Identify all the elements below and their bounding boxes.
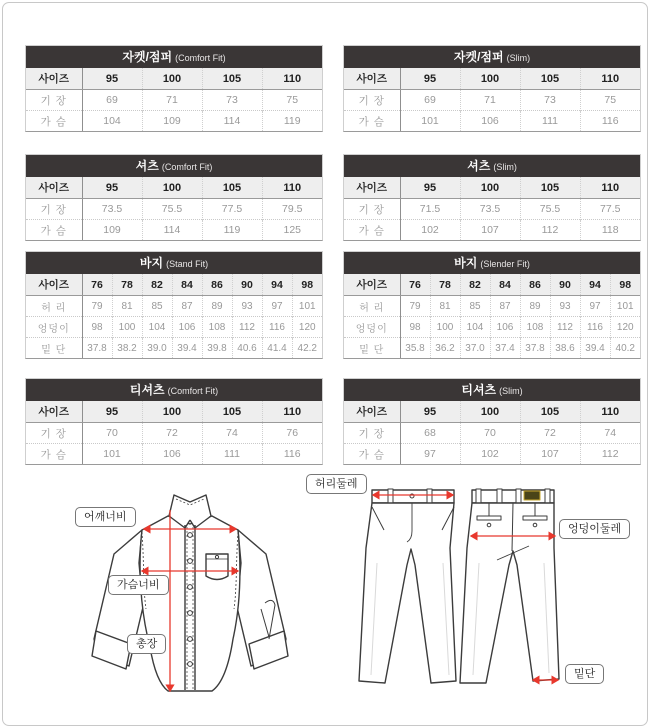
waist-tag: 허리둘레 <box>306 474 367 494</box>
measurement-value: 71.5 <box>400 199 460 220</box>
measurement-value: 81 <box>430 296 460 317</box>
measurement-value: 112 <box>520 220 580 241</box>
size-value: 100 <box>142 68 202 90</box>
measurement-value: 70 <box>82 423 142 444</box>
measurement-value: 85 <box>142 296 172 317</box>
measurement-value: 75.5 <box>520 199 580 220</box>
size-value: 95 <box>82 401 142 423</box>
size-value: 78 <box>430 274 460 296</box>
measurement-value: 118 <box>580 220 640 241</box>
measurement-value: 108 <box>202 317 232 338</box>
table-fit-label: (Comfort Fit) <box>161 162 213 172</box>
measurement-value: 38.6 <box>550 338 580 359</box>
measurement-value: 77.5 <box>202 199 262 220</box>
measurement-value: 89 <box>520 296 550 317</box>
table-title: 셔츠 <box>467 159 491 173</box>
measurement-value: 112 <box>580 444 640 465</box>
measurement-value: 42.2 <box>292 338 322 359</box>
measurement-value: 69 <box>82 90 142 111</box>
measurement-value: 98 <box>400 317 430 338</box>
measurement-value: 75.5 <box>142 199 202 220</box>
table-title: 자켓/점퍼 <box>453 50 504 64</box>
measurement-value: 102 <box>460 444 520 465</box>
measurement-label: 기 장 <box>344 199 400 220</box>
measurement-value: 74 <box>202 423 262 444</box>
table-fit-label: (Comfort Fit) <box>175 53 226 63</box>
shoulder-width-tag: 어깨너비 <box>75 507 136 527</box>
size-value: 95 <box>400 401 460 423</box>
table-fit-label: (Stand Fit) <box>166 259 209 269</box>
shirt-collar <box>169 495 211 516</box>
measurement-value: 68 <box>400 423 460 444</box>
size-value: 105 <box>202 177 262 199</box>
table-title-bar <box>344 252 640 274</box>
table-title: 자켓/점퍼 <box>122 50 173 64</box>
measurement-value: 39.4 <box>172 338 202 359</box>
size-value: 84 <box>490 274 520 296</box>
table-row-group <box>25 251 641 359</box>
size-header-row <box>344 177 640 199</box>
measurement-value: 71 <box>142 90 202 111</box>
size-data-table <box>344 274 640 358</box>
measurement-label: 기 장 <box>344 423 400 444</box>
measurement-value: 40.6 <box>232 338 262 359</box>
size-value: 100 <box>460 401 520 423</box>
hem-tag: 밑단 <box>565 664 604 684</box>
measurement-value: 107 <box>520 444 580 465</box>
measurement-value: 101 <box>610 296 640 317</box>
size-header-row <box>344 274 640 296</box>
size-value: 100 <box>460 68 520 90</box>
measurement-value: 36.2 <box>430 338 460 359</box>
size-value: 105 <box>520 401 580 423</box>
table-fit-label: (Slender Fit) <box>480 259 530 269</box>
measurement-value: 106 <box>142 444 202 465</box>
measurement-value: 79 <box>400 296 430 317</box>
pants-front-legs <box>359 503 456 683</box>
pants-back-brand-patch <box>524 491 540 500</box>
size-header-label: 사이즈 <box>344 68 400 90</box>
measurement-value: 100 <box>430 317 460 338</box>
measurement-value: 72 <box>520 423 580 444</box>
size-value: 100 <box>460 177 520 199</box>
measurement-label: 엉덩이 <box>344 317 400 338</box>
table-row-group <box>25 45 641 132</box>
size-value: 94 <box>580 274 610 296</box>
measurement-value: 101 <box>82 444 142 465</box>
measurement-row <box>344 90 640 111</box>
measurement-value: 106 <box>172 317 202 338</box>
size-table <box>25 378 323 465</box>
measurement-value: 112 <box>550 317 580 338</box>
size-value: 100 <box>142 177 202 199</box>
size-value: 105 <box>202 68 262 90</box>
measurement-label: 밑 단 <box>26 338 82 359</box>
size-data-table <box>26 177 322 240</box>
size-value: 84 <box>172 274 202 296</box>
measurement-value: 73 <box>520 90 580 111</box>
measurement-value: 85 <box>460 296 490 317</box>
size-header-label: 사이즈 <box>344 401 400 423</box>
measurement-row <box>26 296 322 317</box>
size-header-label: 사이즈 <box>344 274 400 296</box>
measurement-row <box>344 423 640 444</box>
measurement-value: 104 <box>460 317 490 338</box>
size-value: 94 <box>262 274 292 296</box>
table-title-bar <box>26 46 322 68</box>
measurement-label: 엉덩이 <box>26 317 82 338</box>
pants-back-drawing <box>460 489 559 683</box>
size-value: 86 <box>202 274 232 296</box>
measurement-value: 116 <box>580 317 610 338</box>
measurement-value: 73.5 <box>82 199 142 220</box>
measurement-value: 77.5 <box>580 199 640 220</box>
measurement-label: 기 장 <box>26 199 82 220</box>
measurement-label: 가 슴 <box>344 111 400 132</box>
measurement-value: 104 <box>142 317 172 338</box>
measurement-value: 39.8 <box>202 338 232 359</box>
measurement-value: 75 <box>262 90 322 111</box>
measurement-value: 109 <box>82 220 142 241</box>
size-table <box>343 45 641 132</box>
size-header-label: 사이즈 <box>26 177 82 199</box>
size-value: 76 <box>400 274 430 296</box>
measurement-row <box>26 220 322 241</box>
size-value: 110 <box>262 401 322 423</box>
size-value: 110 <box>580 401 640 423</box>
measurement-value: 119 <box>202 220 262 241</box>
measurement-row <box>26 338 322 359</box>
measurement-label: 가 슴 <box>344 220 400 241</box>
measurement-value: 100 <box>112 317 142 338</box>
size-header-row <box>344 68 640 90</box>
measurement-label: 가 슴 <box>26 111 82 132</box>
measurement-row <box>26 90 322 111</box>
size-value: 82 <box>142 274 172 296</box>
measurement-label: 기 장 <box>26 423 82 444</box>
measurement-label: 허 리 <box>26 296 82 317</box>
size-table <box>25 45 323 132</box>
measurement-value: 101 <box>400 111 460 132</box>
measurement-value: 104 <box>82 111 142 132</box>
measurement-value: 73 <box>202 90 262 111</box>
size-table <box>343 251 641 359</box>
measurement-row <box>26 423 322 444</box>
size-value: 100 <box>142 401 202 423</box>
measurement-value: 111 <box>520 111 580 132</box>
table-fit-label: (Slim) <box>506 53 531 63</box>
size-value: 110 <box>580 177 640 199</box>
total-length-tag: 총장 <box>127 634 166 654</box>
measurement-value: 106 <box>460 111 520 132</box>
measurement-value: 73.5 <box>460 199 520 220</box>
measurement-value: 114 <box>142 220 202 241</box>
measurement-label: 가 슴 <box>26 220 82 241</box>
measurement-value: 120 <box>292 317 322 338</box>
measurement-value: 97 <box>580 296 610 317</box>
measurement-value: 116 <box>580 111 640 132</box>
size-table <box>25 154 323 241</box>
measurement-row <box>344 296 640 317</box>
size-value: 82 <box>460 274 490 296</box>
size-value: 78 <box>112 274 142 296</box>
measurement-value: 97 <box>262 296 292 317</box>
measurement-value: 101 <box>292 296 322 317</box>
size-value: 86 <box>520 274 550 296</box>
measurement-value: 35.8 <box>400 338 430 359</box>
size-header-label: 사이즈 <box>26 274 82 296</box>
size-table <box>343 378 641 465</box>
measurement-value: 112 <box>232 317 262 338</box>
measurement-row <box>344 220 640 241</box>
size-value: 105 <box>202 401 262 423</box>
measurement-value: 40.2 <box>610 338 640 359</box>
measurement-value: 38.2 <box>112 338 142 359</box>
measurement-value: 106 <box>490 317 520 338</box>
table-row-group <box>25 378 641 465</box>
size-value: 95 <box>82 68 142 90</box>
size-header-row <box>344 401 640 423</box>
measurement-label: 가 슴 <box>26 444 82 465</box>
size-header-row <box>26 401 322 423</box>
size-table <box>343 154 641 241</box>
measurement-value: 41.4 <box>262 338 292 359</box>
size-value: 105 <box>520 68 580 90</box>
measurement-label: 밑 단 <box>344 338 400 359</box>
measurement-value: 39.0 <box>142 338 172 359</box>
table-title-bar <box>26 379 322 401</box>
measurement-label: 기 장 <box>344 90 400 111</box>
measurement-value: 75 <box>580 90 640 111</box>
measurement-value: 108 <box>520 317 550 338</box>
measurement-value: 39.4 <box>580 338 610 359</box>
table-title: 셔츠 <box>135 159 159 173</box>
size-guide-page <box>2 2 648 726</box>
table-title: 바지 <box>454 256 478 270</box>
table-title-bar <box>26 252 322 274</box>
table-title-bar <box>26 155 322 177</box>
table-title: 티셔츠 <box>129 383 165 397</box>
measurement-value: 72 <box>142 423 202 444</box>
measurement-row <box>26 199 322 220</box>
pants-front-drawing <box>359 489 456 683</box>
hip-tag: 엉덩이둘레 <box>559 519 630 539</box>
size-value: 90 <box>550 274 580 296</box>
size-header-label: 사이즈 <box>344 177 400 199</box>
measurement-value: 37.4 <box>490 338 520 359</box>
measurement-value: 70 <box>460 423 520 444</box>
measurement-value: 81 <box>112 296 142 317</box>
measurement-value: 102 <box>400 220 460 241</box>
measurement-value: 114 <box>202 111 262 132</box>
measurement-row <box>344 111 640 132</box>
size-header-row <box>26 177 322 199</box>
measurement-value: 125 <box>262 220 322 241</box>
size-value: 98 <box>610 274 640 296</box>
size-value: 110 <box>580 68 640 90</box>
measurement-diagrams <box>3 453 650 723</box>
size-value: 110 <box>262 68 322 90</box>
measurement-value: 71 <box>460 90 520 111</box>
size-header-label: 사이즈 <box>26 401 82 423</box>
size-header-row <box>26 68 322 90</box>
measurement-value: 98 <box>82 317 112 338</box>
measurement-value: 37.0 <box>460 338 490 359</box>
measurement-value: 97 <box>400 444 460 465</box>
measurement-row <box>344 338 640 359</box>
size-value: 98 <box>292 274 322 296</box>
table-fit-label: (Slim) <box>499 386 523 396</box>
table-title-bar <box>344 155 640 177</box>
table-fit-label: (Comfort Fit) <box>167 386 219 396</box>
measurement-value: 76 <box>262 423 322 444</box>
measurement-value: 109 <box>142 111 202 132</box>
measurement-value: 37.8 <box>82 338 112 359</box>
measurement-value: 93 <box>232 296 262 317</box>
measurement-label: 허 리 <box>344 296 400 317</box>
table-title-bar <box>344 46 640 68</box>
table-title: 바지 <box>139 256 164 270</box>
shirt-pocket-button <box>215 555 218 558</box>
size-data-table <box>344 177 640 240</box>
chest-width-tag: 가슴너비 <box>108 575 169 595</box>
size-value: 95 <box>400 68 460 90</box>
measurement-value: 87 <box>490 296 520 317</box>
measurement-value: 120 <box>610 317 640 338</box>
table-fit-label: (Slim) <box>493 162 517 172</box>
size-data-table <box>26 274 322 358</box>
measurement-row <box>344 199 640 220</box>
size-data-table <box>26 68 322 131</box>
measurement-value: 74 <box>580 423 640 444</box>
measurement-value: 116 <box>262 317 292 338</box>
size-table <box>25 251 323 359</box>
measurement-row <box>26 317 322 338</box>
measurement-value: 119 <box>262 111 322 132</box>
measurement-value: 79.5 <box>262 199 322 220</box>
size-value: 105 <box>520 177 580 199</box>
table-title-bar <box>344 379 640 401</box>
pants-back-waistband <box>472 490 554 503</box>
size-value: 95 <box>82 177 142 199</box>
measurement-row <box>26 111 322 132</box>
measurement-value: 93 <box>550 296 580 317</box>
table-title: 티셔츠 <box>461 383 497 397</box>
measurement-value: 69 <box>400 90 460 111</box>
pants-back-legs <box>460 503 559 683</box>
size-tables <box>25 45 641 465</box>
table-row-group <box>25 154 641 241</box>
measurement-label: 기 장 <box>26 90 82 111</box>
size-value: 95 <box>400 177 460 199</box>
size-header-row <box>26 274 322 296</box>
measurement-value: 107 <box>460 220 520 241</box>
size-value: 90 <box>232 274 262 296</box>
measurement-value: 89 <box>202 296 232 317</box>
measurement-value: 79 <box>82 296 112 317</box>
size-data-table <box>344 68 640 131</box>
size-value: 110 <box>262 177 322 199</box>
size-header-label: 사이즈 <box>26 68 82 90</box>
measurement-value: 37.8 <box>520 338 550 359</box>
size-value: 76 <box>82 274 112 296</box>
measurement-value: 87 <box>172 296 202 317</box>
measurement-row <box>344 317 640 338</box>
measurement-value: 111 <box>202 444 262 465</box>
measurement-label: 가 슴 <box>344 444 400 465</box>
measurement-value: 116 <box>262 444 322 465</box>
